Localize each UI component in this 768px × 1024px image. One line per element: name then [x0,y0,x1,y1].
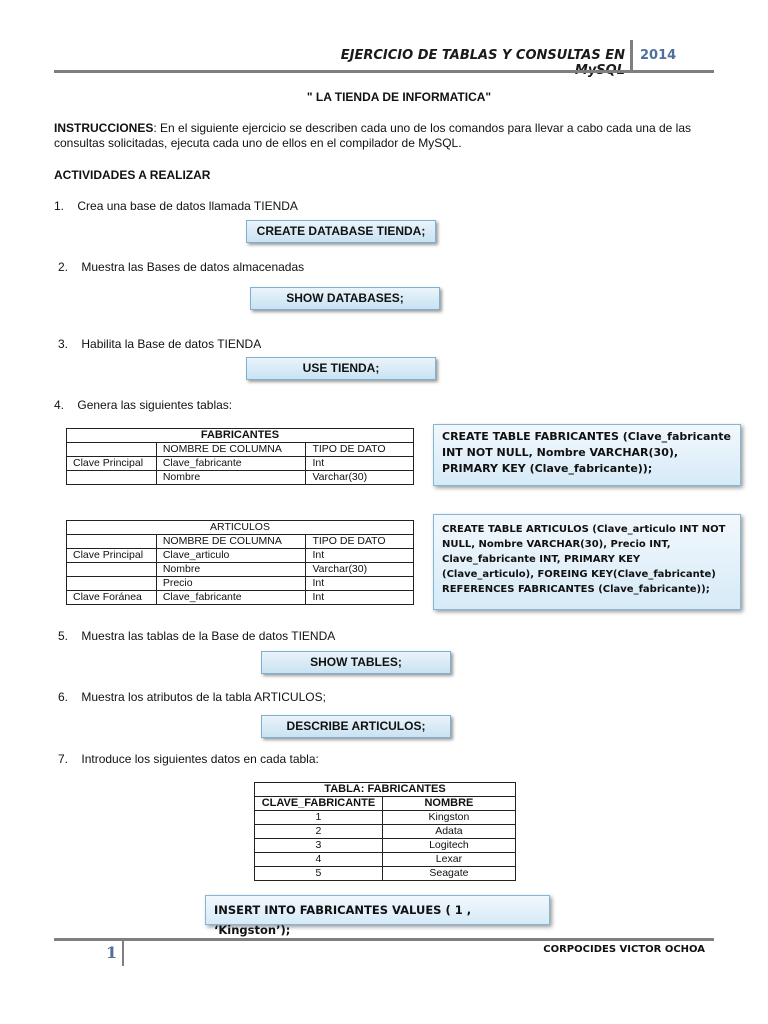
document-title: " LA TIENDA DE INFORMATICA" [306,90,492,104]
insert-fabricantes-sql: INSERT INTO FABRICANTES VALUES ( 1 , ‘Kingston’); [205,895,550,925]
table-cell: Adata [382,825,515,839]
step-number: 3. [58,337,69,351]
table-cell: Logitech [382,839,515,853]
step-number: 1. [54,199,65,213]
table-header-row [67,535,414,549]
table-header-row [255,797,516,811]
header-cell: NOMBRE [382,797,515,811]
table-row [67,563,414,577]
activities-heading: ACTIVIDADES A REALIZAR [54,168,211,182]
table-cell: Int [306,457,414,471]
command-box: SHOW TABLES; [261,651,451,674]
header-separator [630,40,633,72]
step-number: 7. [58,752,69,766]
header-cell: TIPO DE DATO [306,535,414,549]
step-text: Genera las siguientes tablas: [77,398,233,412]
table-row [67,577,414,591]
table-row [255,867,516,881]
step-6 [58,690,326,704]
step-number: 4. [54,398,65,412]
command-box: CREATE DATABASE TIENDA; [246,220,436,243]
table-cell: Int [306,591,414,605]
table-title-row [255,783,516,797]
table-cell: Clave_articulo [156,549,306,563]
step-3 [58,337,261,351]
table-header-row [67,443,414,457]
table-cell [67,563,157,577]
table-row [67,549,414,563]
instructions-text: : En el siguiente ejercicio se describen cada uno de los comandos para llevar a cabo cada una de las consultas solicitadas, ejecuta cada uno de ellos en el compilador de MySQL. [54,121,692,150]
table-row [255,811,516,825]
table-cell: Int [306,577,414,591]
command-box: USE TIENDA; [246,357,436,380]
footer-separator [122,938,124,966]
table-title: ARTICULOS [67,521,414,535]
table-cell: Varchar(30) [306,563,414,577]
table-cell: Seagate [382,867,515,881]
step-2 [58,260,304,274]
table-cell: Clave_fabricante [156,591,306,605]
step-text: Introduce los siguientes datos en cada tabla: [81,752,319,766]
table-cell: Clave Principal [67,549,157,563]
create-articulos-sql: CREATE TABLE ARTICULOS (Clave_articulo INT NOT NULL, Nombre VARCHAR(30), Precio INT, Clave_fabricante INT, PRIMARY KEY (Clave_articulo), FOREING KEY(Clave_fabricante) REFERENCES FABRICANTES (Clave_fabricante)); [433,514,741,610]
command-box: DESCRIBE ARTICULOS; [261,715,451,738]
table-row [67,471,414,485]
table-cell: Precio [156,577,306,591]
instructions-paragraph [54,121,714,151]
header-cell: NOMBRE DE COLUMNA [156,535,306,549]
header-cell [67,535,157,549]
step-number: 6. [58,690,69,704]
table-row [255,839,516,853]
header-title: EJERCICIO DE TABLAS Y CONSULTAS EN [340,48,625,63]
table-cell: Clave_fabricante [156,457,306,471]
header-cell: TIPO DE DATO [306,443,414,457]
table-cell: Clave Principal [67,457,157,471]
table-title: TABLA: FABRICANTES [255,783,516,797]
create-fabricantes-sql: CREATE TABLE FABRICANTES (Clave_fabricante INT NOT NULL, Nombre VARCHAR(30), PRIMARY KEY (Clave_fabricante)); [433,424,741,486]
step-number: 5. [58,629,69,643]
command-box: SHOW DATABASES; [250,287,440,310]
step-7 [58,752,319,766]
table-cell: Lexar [382,853,515,867]
header-cell: CLAVE_FABRICANTE [255,797,383,811]
table-cell: Clave Foránea [67,591,157,605]
table-cell [67,471,157,485]
table-title-row [67,521,414,535]
step-number: 2. [58,260,69,274]
fabricantes-data-table [254,782,516,881]
table-cell: 1 [255,811,383,825]
header-rule [54,70,714,73]
step-text: Crea una base de datos llamada TIENDA [77,199,298,213]
table-cell: Nombre [156,471,306,485]
table-cell: Varchar(30) [306,471,414,485]
table-cell [67,577,157,591]
table-row [255,825,516,839]
page-number: 1 [106,943,118,962]
table-cell: Int [306,549,414,563]
step-1 [54,199,298,213]
table-cell: Nombre [156,563,306,577]
table-row [67,591,414,605]
table-row [255,853,516,867]
articulos-schema-table [66,520,414,605]
step-5 [58,629,335,643]
table-title: FABRICANTES [67,429,414,443]
instructions-label: INSTRUCCIONES [54,121,154,135]
table-cell: 4 [255,853,383,867]
header-year: 2014 [640,48,677,63]
table-cell: 2 [255,825,383,839]
header-cell [67,443,157,457]
footer-rule [54,938,714,941]
header-cell: NOMBRE DE COLUMNA [156,443,306,457]
footer-author: CORPOCIDES VICTOR OCHOA [543,944,705,955]
table-cell: 5 [255,867,383,881]
table-cell: 3 [255,839,383,853]
step-text: Muestra las tablas de la Base de datos TIENDA [81,629,336,643]
table-title-row [67,429,414,443]
table-row [67,457,414,471]
fabricantes-schema-table [66,428,414,485]
step-text: Muestra las Bases de datos almacenadas [81,260,305,274]
step-text: Muestra los atributos de la tabla ARTICULOS; [81,690,326,704]
step-4 [54,398,232,412]
step-text: Habilita la Base de datos TIENDA [81,337,262,351]
table-cell: Kingston [382,811,515,825]
